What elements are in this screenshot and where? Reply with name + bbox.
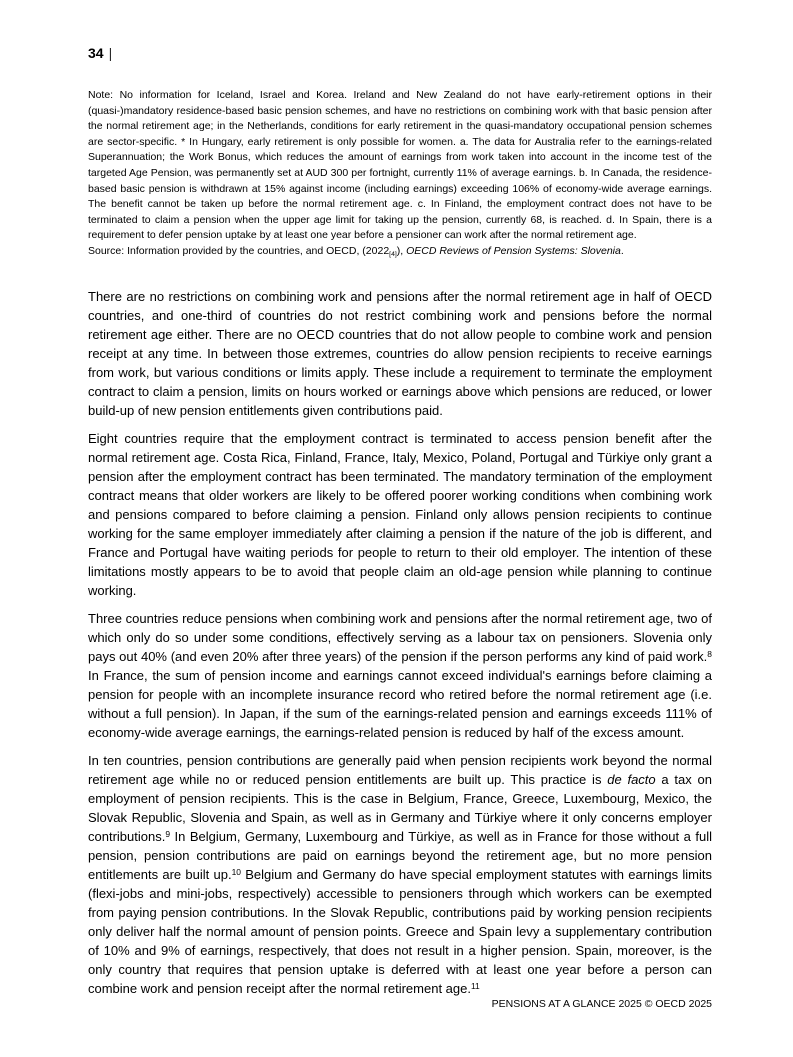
- footer-text: PENSIONS AT A GLANCE 2025 © OECD 2025: [491, 998, 712, 1010]
- body-paragraph-combining-work: There are no restrictions on combining work and pensions after the normal retirement age in half of OECD countries, and one-third of countries do not restrict combining work and pensions before the normal retirement age either. There are no OECD countries that do not allow people to combine work and pension receipt at any time. In between those extremes, countries do allow pension recipients to receive earnings from work, but various conditions or limits apply. These include a requirement to terminate the employment contract to claim a pension, limits on hours worked or earnings above which pensions are reduced, or lower build-up of new pension entitlements given contributions paid.: [88, 288, 712, 418]
- figure-note: [88, 88, 712, 260]
- body-text: [88, 287, 712, 998]
- note-text: Note: No information for Iceland, Israel and Korea. Ireland and New Zealand do not have early-retirement options in their (quasi-)mandatory residence-based basic pension schemes, and have no restrictions on combining work with that basic pension after the normal retirement age; in the Netherlands, conditions for early retirement in the quasi-mandatory occupational pension schemes are sector-specific. * In Hungary, early retirement is only possible for women. a. The data for Australia refer to the earnings-related Superannuation; the Work Bonus, which reduces the amount of earnings from work taken into account in the income test of the targeted Age Pension, was permanently set at AUD 300 per fortnight, currently 11% of average earnings. b. In Canada, the residence-based basic pension is withdrawn at 15% against income (including earnings) exceeding 106% of economy-wide average earnings. The benefit cannot be taken up before the normal retirement age. c. In Finland, the employment contract does not have to be terminated to claim a pension when the upper age limit for taking up the pension, currently 68, is reached. d. In Spain, there is a requirement to defer pension uptake by at least one year before a pensioner can work after the normal retirement age.: [88, 89, 712, 242]
- body-paragraph-contributions: In ten countries, pension contributions are generally paid when pension recipients work beyond the normal retirement age while no or reduced pension entitlements are built up. This practice is de facto a tax on employment of pension recipients. This is the case in Belgium, France, Greece, Luxembourg, Mexico, the Slovak Republic, Slovenia and Spain, as well as in Germany and Türkiye where it only concerns employer contributions.$^9$ In Belgium, Germany, Luxembourg and Türkiye, as well as in France for those without a full pension, pension contributions are paid on earnings beyond the retirement age, but no more pension entitlements are built up.$^{10}$ Belgium and Germany do have special employment statutes with earnings limits (flexi-jobs and mini-jobs, respectively) accessible to pensioners through which workers can be exempted from paying pension contributions. In the Slovak Republic, contributions paid by working pension recipients only deliver half the normal amount of pension points. Greece and Spain levy a supplementary contribution of 10% and 9% of earnings, respectively, that does not result in a higher pension. Spain, moreover, is the only country that requires that pension uptake is deferred with at least one year before a person can combine work and pension receipt after the normal retirement age.$^{11}$: [88, 752, 713, 996]
- source-line: Source: Information provided by the countries, and OECD, $(2022_{[4]})$, OECD Reviews of Pension Systems: Slovenia.: [88, 244, 624, 258]
- page-footer: [492, 998, 712, 1011]
- page-number-separator: |: [108, 45, 113, 61]
- page-header: [88, 45, 712, 61]
- body-paragraph-pension-reduction: Three countries reduce pensions when combining work and pensions after the normal retirement age, two of which only do so under some conditions, effectively serving as a labour tax on pensioners. Slovenia only pays out 40% (and even 20% after three years) of the pension if the person performs any kind of paid work.$^8$ In France, the sum of pension income and earnings cannot exceed individual's earnings before claiming a pension for people with an incomplete insurance record who retired before the normal retirement age (i.e. without a full pension). In Japan, if the sum of the earnings-related pension and earnings exceeds 111% of economy-wide average earnings, the earnings-related pension is reduced by half of the excess amount.: [88, 610, 712, 740]
- page-number: 34: [88, 45, 104, 61]
- body-paragraph-contract-termination: Eight countries require that the employment contract is terminated to access pension benefit after the normal retirement age. Costa Rica, Finland, France, Italy, Mexico, Poland, Portugal and Türkiye only grant a pension after the employment contract has been terminated. The mandatory termination of the employment contract means that older workers are likely to be offered poorer working conditions when combining work and pensions compared to before claiming a pension. Finland only allows pension recipients to continue working for the same employer immediately after claiming a pension if the nature of the job is different, and France and Portugal have waiting periods for people to return to their old employer. The intention of these limitations mostly appears to be to avoid that people claim an old-age pension while planning to continue working.: [88, 430, 712, 598]
